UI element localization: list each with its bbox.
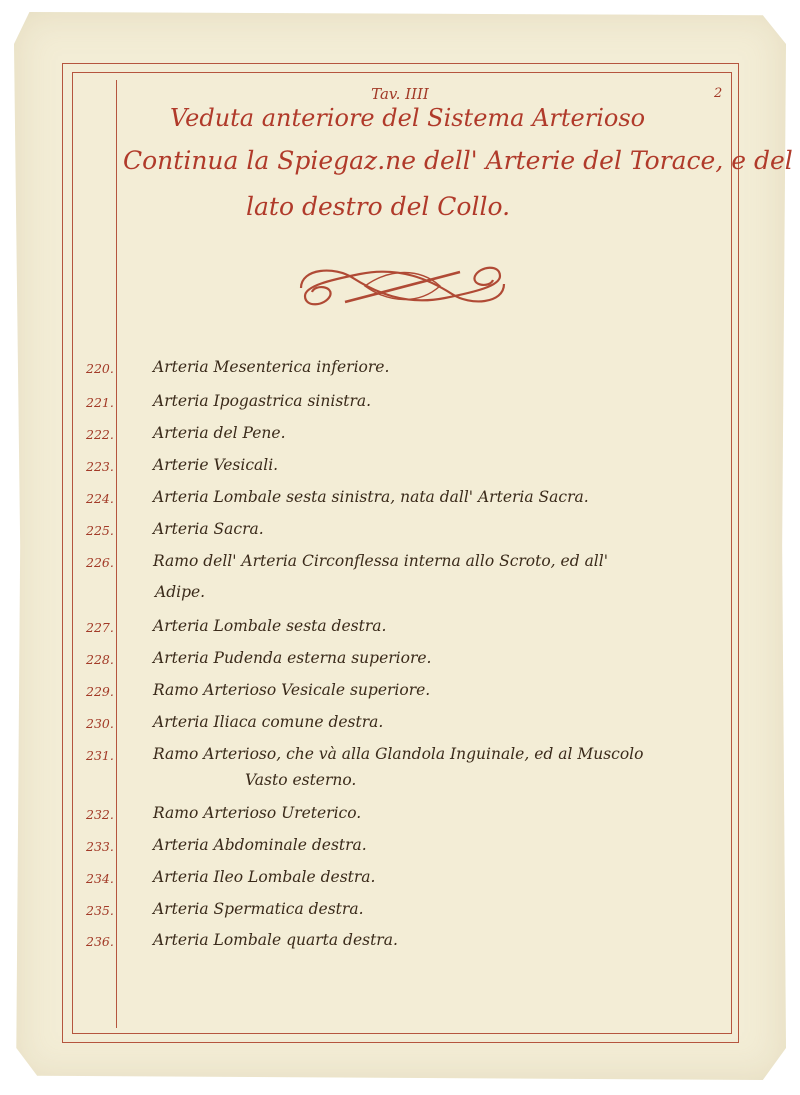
entry-number: 225. bbox=[86, 523, 114, 538]
entry-text-continuation: Adipe. bbox=[155, 583, 206, 601]
entry-text: Ramo dell' Arteria Circonflessa interna allo Scroto, ed all' bbox=[153, 552, 608, 570]
entry-text: Arteria Pudenda esterna superiore. bbox=[153, 649, 432, 667]
entry-text-continuation: Vasto esterno. bbox=[245, 771, 357, 789]
page-number: 2 bbox=[714, 86, 723, 101]
entry-number: 220. bbox=[86, 361, 114, 376]
entry-text: Arteria Ileo Lombale destra. bbox=[153, 868, 376, 886]
entry-number: 234. bbox=[86, 871, 114, 886]
entry-number: 227. bbox=[86, 620, 114, 635]
entry-number: 233. bbox=[86, 839, 114, 854]
entry-number: 222. bbox=[86, 427, 114, 442]
entry-text: Arteria Ipogastrica sinistra. bbox=[153, 392, 372, 410]
title-line-1: Veduta anteriore del Sistema Arterioso bbox=[170, 104, 646, 132]
entry-text: Arteria Lombale sesta destra. bbox=[153, 617, 387, 635]
entry-text: Arteria Mesenterica inferiore. bbox=[153, 358, 390, 376]
entry-text: Arteria Spermatica destra. bbox=[153, 900, 364, 918]
entry-text: Ramo Arterioso Vesicale superiore. bbox=[153, 681, 431, 699]
entry-text: Arteria Lombale quarta destra. bbox=[153, 931, 398, 949]
entry-text: Ramo Arterioso, che và alla Glandola Inguinale, ed al Muscolo bbox=[153, 745, 644, 763]
title-line-2: Continua la Spiegaz.ne dell' Arterie del Torace, e del bbox=[123, 146, 793, 175]
entry-number: 235. bbox=[86, 903, 114, 918]
entry-text: Arteria Lombale sesta sinistra, nata dall' Arteria Sacra. bbox=[153, 488, 589, 506]
entry-number: 224. bbox=[86, 491, 114, 506]
entry-number: 230. bbox=[86, 716, 114, 731]
entry-text: Arteria del Pene. bbox=[153, 424, 286, 442]
entry-number: 232. bbox=[86, 807, 114, 822]
entry-number: 221. bbox=[86, 395, 114, 410]
entry-text: Arterie Vesicali. bbox=[153, 456, 279, 474]
entry-text: Arteria Abdominale destra. bbox=[153, 836, 367, 854]
entry-text: Arteria Sacra. bbox=[153, 520, 264, 538]
entry-text: Arteria Iliaca comune destra. bbox=[153, 713, 384, 731]
entry-number: 231. bbox=[86, 748, 114, 763]
plate-label: Tav. IIII bbox=[371, 85, 429, 103]
title-line-3: lato destro del Collo. bbox=[246, 192, 511, 221]
entry-text: Ramo Arterioso Ureterico. bbox=[153, 804, 362, 822]
entry-number: 228. bbox=[86, 652, 114, 667]
entry-number: 223. bbox=[86, 459, 114, 474]
decorative-flourish-icon bbox=[295, 258, 510, 314]
entry-number: 236. bbox=[86, 934, 114, 949]
entry-number: 229. bbox=[86, 684, 114, 699]
entry-number: 226. bbox=[86, 555, 114, 570]
